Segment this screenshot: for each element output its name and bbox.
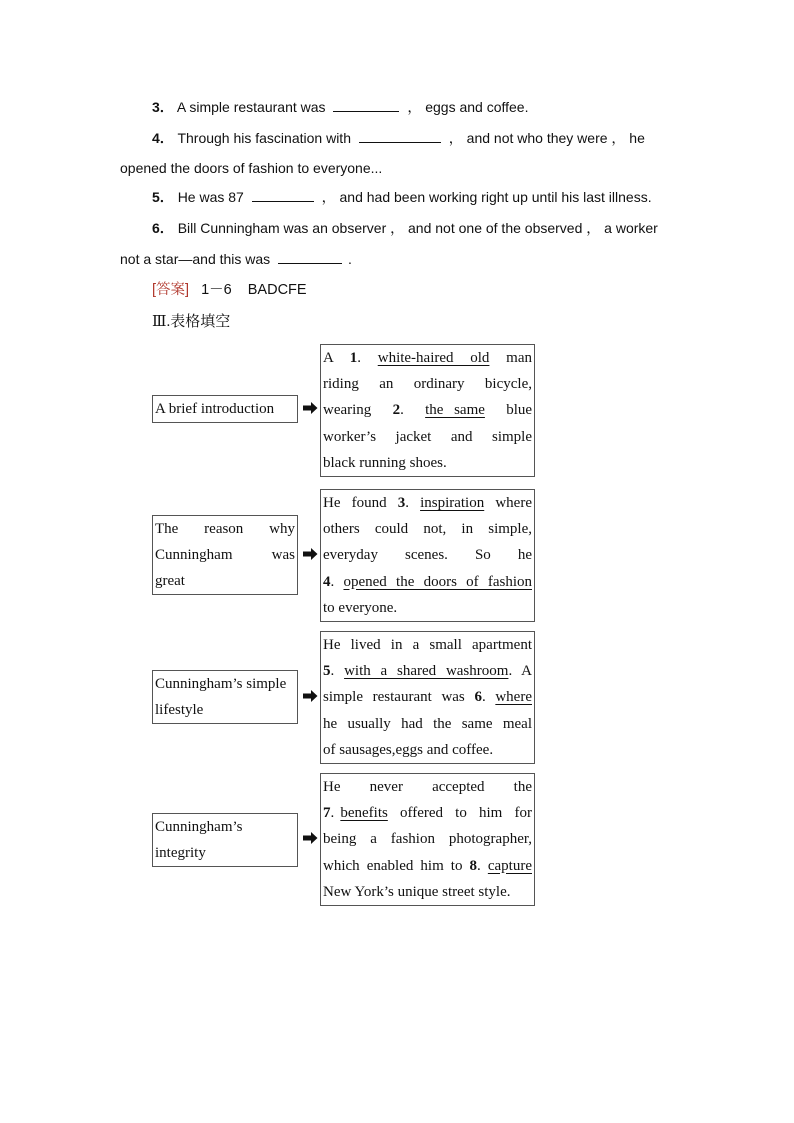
detail-line — [323, 371, 532, 397]
blank-number: 6 — [474, 689, 482, 706]
detail-text: simple restaurant was — [323, 689, 475, 706]
detail-text: worker’s jacket and simple — [323, 428, 532, 445]
detail-text: New York’s unique street style. — [323, 883, 511, 900]
detail-text: riding an ordinary bicycle, — [323, 376, 532, 393]
blank-number: 4 — [323, 573, 331, 590]
answer-letters: BADCFE — [247, 282, 307, 298]
question-4-line-2: opened the doors of fashion to everyone... — [120, 160, 383, 176]
question-4-line-1 — [152, 129, 645, 147]
detail-text: . — [330, 805, 341, 822]
detail-text: . — [481, 689, 496, 706]
filled-answer: capture — [487, 857, 532, 874]
blank-number: 1 — [349, 350, 358, 366]
topic-box — [152, 813, 298, 867]
detail-text: which enabled him to — [323, 857, 470, 874]
question-text: not a star—and this was — [120, 251, 271, 267]
topic-line: Cunningham’s — [155, 819, 243, 835]
detail-text: blue — [484, 402, 532, 419]
question-text: He was 87 — [177, 189, 244, 205]
topic-line: Cunningham’s simple — [155, 676, 287, 692]
filled-answer: with a shared washroom — [344, 663, 509, 680]
blank-number: 3 — [397, 495, 406, 511]
question-text: ， and not who they were ， he — [448, 130, 645, 146]
question-text: ， eggs and coffee. — [407, 99, 529, 115]
detail-line — [323, 800, 532, 826]
detail-line — [323, 711, 532, 737]
detail-line — [323, 879, 532, 905]
detail-text: everyday scenes. So he — [323, 547, 532, 564]
question-number: 4． — [152, 130, 174, 146]
question-6-line-2 — [120, 250, 352, 268]
detail-text: He found — [323, 495, 398, 511]
answer-blank[interactable] — [359, 130, 441, 143]
detail-text: offered to him for — [387, 805, 532, 822]
answer-range: 1－6 — [201, 282, 232, 298]
section-title: Ⅲ.表格填空 — [152, 314, 231, 330]
answer-blank[interactable] — [278, 251, 342, 264]
detail-line — [323, 345, 532, 371]
topic-line: Cunningham was — [155, 547, 295, 563]
right-arrow-icon — [302, 547, 318, 561]
detail-text: He lived in a small apartment — [323, 637, 532, 653]
question-number: 5． — [152, 189, 174, 205]
topic-box — [152, 670, 298, 724]
question-text: A simple restaurant was — [176, 99, 326, 115]
answer-tag: [答案] — [152, 282, 190, 298]
detail-line — [323, 490, 532, 516]
question-number: 6． — [152, 220, 174, 236]
detail-line — [323, 632, 532, 658]
detail-text: others could not, in simple, — [323, 521, 532, 538]
detail-text: wearing — [323, 402, 393, 419]
topic-line: great — [155, 573, 185, 589]
answer-line — [152, 281, 307, 299]
topic-box — [152, 515, 298, 595]
detail-text: . — [330, 663, 345, 680]
detail-text: . — [477, 857, 488, 874]
blank-number: 5 — [323, 663, 331, 680]
question-3 — [152, 98, 529, 116]
filled-answer: benefits — [340, 805, 388, 822]
detail-line — [323, 826, 532, 852]
detail-text: of sausages,eggs and coffee. — [323, 741, 494, 758]
detail-box — [320, 344, 535, 477]
blank-number: 2 — [392, 402, 401, 419]
filled-answer: white-haired old — [377, 350, 490, 366]
question-text: Through his fascination with — [177, 130, 351, 146]
filled-answer: where — [495, 689, 532, 706]
detail-text: He never accepted the — [323, 779, 532, 795]
detail-text: . — [400, 402, 426, 419]
question-text: . — [347, 251, 352, 267]
detail-text: A — [323, 350, 350, 366]
detail-line — [323, 658, 532, 684]
topic-line: lifestyle — [155, 702, 204, 718]
detail-text: . A — [508, 663, 532, 680]
detail-line — [323, 853, 532, 879]
detail-text: black running shoes. — [323, 454, 447, 471]
detail-line — [323, 737, 532, 763]
detail-line — [323, 450, 532, 476]
right-arrow-icon — [302, 689, 318, 703]
detail-line — [323, 774, 532, 800]
question-6-line-1 — [152, 219, 658, 237]
question-5 — [152, 188, 652, 206]
blank-number: 8 — [469, 857, 478, 874]
answer-blank[interactable] — [333, 99, 399, 112]
filled-answer: the same — [425, 402, 485, 419]
detail-text: where — [484, 495, 532, 511]
topic-line: A brief introduction — [155, 401, 275, 417]
detail-box — [320, 489, 535, 622]
detail-text: he usually had the same meal — [323, 715, 532, 732]
detail-line — [323, 516, 532, 542]
topic-box — [152, 395, 298, 423]
detail-line — [323, 569, 532, 595]
question-number: 3． — [152, 99, 174, 115]
answer-blank[interactable] — [252, 189, 314, 202]
detail-text: to everyone. — [323, 599, 398, 616]
question-text: ， and had been working right up until his last illness. — [321, 189, 652, 205]
detail-text: . — [405, 495, 421, 511]
detail-box — [320, 773, 535, 906]
detail-text: . — [357, 350, 378, 366]
right-arrow-icon — [302, 831, 318, 845]
detail-line — [323, 424, 532, 450]
detail-line — [323, 542, 532, 568]
filled-answer: inspiration — [420, 495, 485, 511]
question-text: Bill Cunningham was an observer ， and not one of the observed ， a worker — [177, 220, 658, 236]
filled-answer: opened the doors of fashion — [343, 573, 532, 590]
detail-line — [323, 684, 532, 710]
detail-line — [323, 595, 532, 621]
detail-text: . — [330, 573, 344, 590]
detail-line — [323, 397, 532, 423]
detail-text: being a fashion photographer, — [323, 831, 532, 848]
detail-text: man — [489, 350, 532, 366]
topic-line: integrity — [155, 845, 206, 861]
right-arrow-icon — [302, 401, 318, 415]
topic-line: The reason why — [155, 521, 295, 537]
detail-box — [320, 631, 535, 764]
blank-number: 7 — [323, 805, 331, 822]
